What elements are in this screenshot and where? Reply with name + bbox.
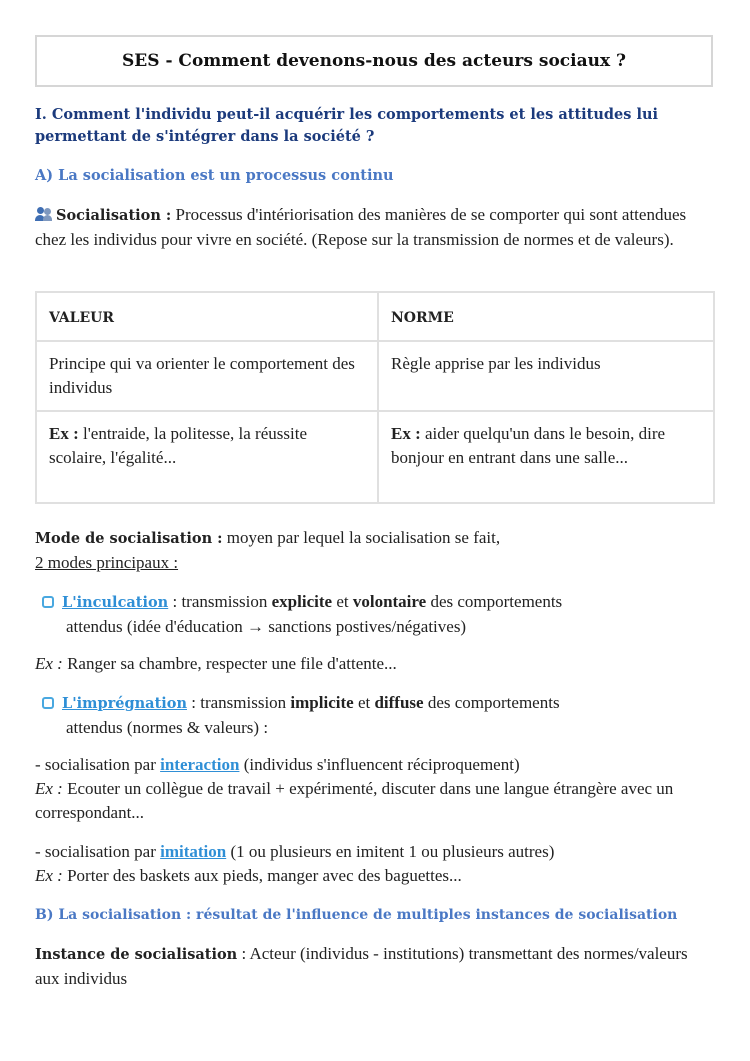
ex-label: Ex : bbox=[391, 424, 421, 443]
ex-label: Ex : bbox=[35, 654, 63, 673]
text: (individus s'influencent réciproquement) bbox=[239, 755, 520, 774]
ex-text: Porter des baskets aux pieds, manger avec des baguettes... bbox=[62, 866, 462, 885]
modes-subtitle: 2 modes principaux : bbox=[35, 553, 179, 572]
checkbox-icon bbox=[42, 697, 54, 709]
text: : transmission bbox=[168, 592, 272, 611]
subheading-a: A) La socialisation est un processus continu bbox=[35, 167, 394, 184]
mode-text: moyen par lequel la socialisation se fait, bbox=[222, 528, 501, 547]
mode-socialisation bbox=[35, 526, 715, 575]
text: (1 ou plusieurs en imitent 1 ou plusieurs autres) bbox=[226, 842, 555, 861]
ex-label: Ex : bbox=[35, 866, 63, 885]
text: des comportements bbox=[423, 693, 560, 712]
checkbox-icon bbox=[42, 596, 54, 608]
impregnation-line2: attendus (normes & valeurs) : bbox=[66, 718, 269, 737]
table-header-norme: NORME bbox=[378, 292, 714, 341]
text: et bbox=[353, 693, 375, 712]
instance-definition bbox=[35, 942, 715, 991]
instance-term: Instance de socialisation bbox=[35, 946, 238, 963]
mode-term: Mode de socialisation : bbox=[35, 530, 223, 547]
text: - socialisation par bbox=[35, 755, 161, 774]
text-bold: volontaire bbox=[352, 592, 427, 611]
table-cell-valeur-ex bbox=[36, 411, 378, 503]
text: : transmission bbox=[187, 693, 291, 712]
ex-text: Ranger sa chambre, respecter une file d'attente... bbox=[62, 654, 397, 673]
instance-text: : Acteur (individus - institutions) transmettant des normes/valeurs aux individus bbox=[35, 944, 688, 988]
text-bold: implicite bbox=[290, 693, 354, 712]
page-title: SES - Comment devenons-nous des acteurs sociaux ? bbox=[35, 35, 713, 87]
table-cell-norme-ex bbox=[378, 411, 714, 503]
imitation-link[interactable]: imitation bbox=[160, 842, 227, 861]
valeur-norme-table bbox=[35, 291, 715, 504]
impregnation-label: L'imprégnation bbox=[62, 695, 187, 712]
impregnation-item bbox=[42, 691, 722, 740]
table-cell-valeur-def: Principe qui va orienter le comportement des individus bbox=[36, 341, 378, 411]
inculcation-line2: attendus (idée d'éducation → sanctions postives/négatives) bbox=[66, 617, 467, 636]
text-bold: explicite bbox=[271, 592, 333, 611]
table-header-valeur: VALEUR bbox=[36, 292, 378, 341]
inculcation-example bbox=[35, 652, 715, 676]
subheading-b: B) La socialisation : résultat de l'influence de multiples instances de socialisation bbox=[35, 907, 678, 923]
definition-socialisation bbox=[35, 203, 715, 252]
imitation-item bbox=[35, 840, 715, 888]
inculcation-label: L'inculcation bbox=[62, 594, 169, 611]
ex-text: Ecouter un collègue de travail + expérimenté, discuter dans une langue étrangère avec un correspondant... bbox=[35, 779, 674, 822]
section-heading-1: I. Comment l'individu peut-il acquérir les comportements et les attitudes lui permettant de s'intégrer dans la société ? bbox=[35, 106, 659, 145]
people-icon bbox=[35, 207, 53, 221]
text: - socialisation par bbox=[35, 842, 161, 861]
interaction-link[interactable]: interaction bbox=[160, 755, 240, 774]
text: et bbox=[332, 592, 353, 611]
definition-text: Processus d'intériorisation des manières de se comporter qui sont attendues chez les individus pour vivre en société. (Repose sur la transmission de normes et de valeurs). bbox=[35, 205, 687, 249]
table-cell-norme-def: Règle apprise par les individus bbox=[378, 341, 714, 411]
ex-label: Ex : bbox=[35, 779, 63, 798]
interaction-item bbox=[35, 753, 715, 825]
ex-text: aider quelqu'un dans le besoin, dire bonjour en entrant dans une salle... bbox=[391, 424, 666, 467]
text-bold: diffuse bbox=[374, 693, 424, 712]
definition-term: Socialisation : bbox=[56, 207, 172, 224]
ex-label: Ex : bbox=[49, 424, 79, 443]
text: des comportements bbox=[426, 592, 563, 611]
inculcation-item bbox=[42, 590, 722, 639]
ex-text: l'entraide, la politesse, la réussite scolaire, l'égalité... bbox=[49, 424, 307, 467]
